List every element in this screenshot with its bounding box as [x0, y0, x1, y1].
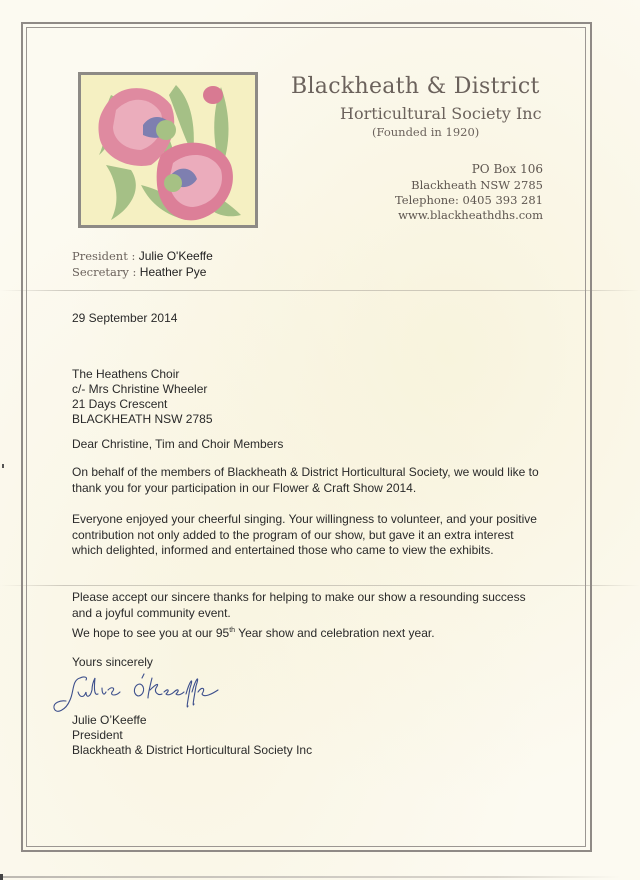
recipient-line-4: BLACKHEATH NSW 2785: [72, 412, 213, 426]
organization-title: Blackheath & District: [291, 74, 540, 99]
scan-speck: [0, 874, 3, 880]
signatory-organization: Blackheath & District Horticultural Society Inc: [72, 743, 313, 757]
salutation: Dear Christine, Tim and Choir Members: [72, 437, 284, 451]
body-paragraph-2: [72, 512, 542, 559]
website-link[interactable]: www.blackheathdhs.com: [398, 208, 543, 222]
paragraph-text: [72, 626, 542, 642]
body-paragraph-4: [72, 626, 542, 642]
recipient-line-3: 21 Days Crescent: [72, 397, 168, 411]
scan-speck: [2, 464, 4, 468]
recipient-line-1: The Heathens Choir: [72, 367, 180, 381]
floral-tile-icon: [78, 72, 258, 228]
president-line: [72, 249, 213, 263]
body-paragraph-1: [72, 465, 542, 496]
founded-note: (Founded in 1920): [372, 125, 480, 139]
president-label: President :: [72, 249, 136, 263]
recipient-line-2: c/- Mrs Christine Wheeler: [72, 382, 208, 396]
signatory-name: Julie O’Keeffe: [72, 713, 147, 727]
town-address: Blackheath NSW 2785: [411, 178, 543, 192]
po-box: PO Box 106: [471, 162, 543, 176]
text-segment: Year show and celebration next year.: [235, 626, 435, 640]
paragraph-text: Everyone enjoyed your cheerful singing. Your willingness to volunteer, and your positive contribution not only added to the program of our show, but gave it an extra interest which delighted, informed and entertained those who came to view the exhibits.: [72, 512, 537, 557]
text-segment: We hope to see you at our 95: [72, 626, 230, 640]
paragraph-text: Please accept our sincere thanks for helping to make our show a resounding success and a joyful community event.: [72, 590, 526, 620]
secretary-line: [72, 265, 206, 279]
secretary-label: Secretary :: [72, 265, 137, 279]
organization-subtitle: Horticultural Society Inc: [340, 104, 542, 123]
body-paragraph-3: [72, 590, 542, 621]
secretary-name: Heather Pye: [139, 265, 207, 279]
signatory-title: President: [72, 728, 123, 742]
handwritten-signature: [50, 670, 230, 718]
valediction: Yours sincerely: [72, 655, 153, 669]
scan-edge: [0, 876, 620, 878]
paragraph-text: On behalf of the members of Blackheath & District Horticultural Society, we would like to thank you for your participation in our Flower & Craft Show 2014.: [72, 465, 539, 495]
telephone: Telephone: 0405 393 281: [395, 193, 543, 207]
president-name: Julie O'Keeffe: [138, 249, 213, 263]
letter-date: 29 September 2014: [72, 311, 178, 325]
ordinal-suffix: th: [229, 627, 236, 634]
